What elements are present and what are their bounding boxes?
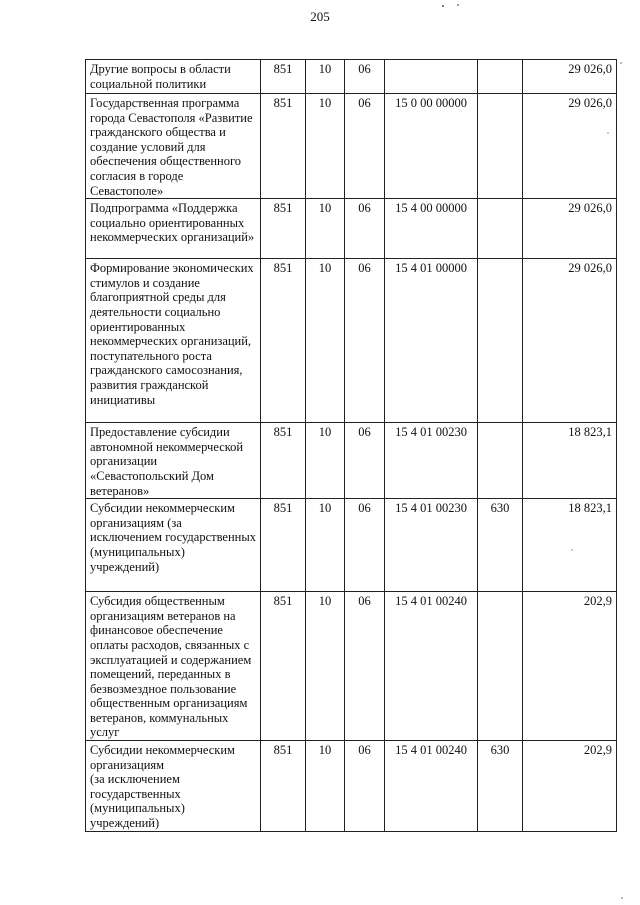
section-code-cell: 10: [306, 592, 345, 741]
amount-cell: 29 026,0: [523, 259, 617, 423]
expense-type-cell: [478, 592, 523, 741]
subsection-code-cell: 06: [345, 60, 385, 94]
target-code-cell: 15 4 01 00240: [385, 592, 478, 741]
section-code-cell: 10: [306, 94, 345, 199]
target-code-cell: 15 4 01 00230: [385, 499, 478, 592]
row-name-cell: Другие вопросы в области социальной политики: [86, 60, 261, 94]
target-code-cell: 15 4 01 00000: [385, 259, 478, 423]
page-number: 205: [310, 9, 330, 24]
subsection-code-cell: 06: [345, 499, 385, 592]
ministry-code-cell: 851: [261, 259, 306, 423]
row-name-cell: Предоставление субсидии автономной некоммерческой организации «Севастопольский Дом ветеранов»: [86, 423, 261, 499]
ministry-code-cell: 851: [261, 592, 306, 741]
table-row: [86, 423, 617, 499]
expense-type-cell: 630: [478, 499, 523, 592]
row-name-cell: Государственная программа города Севастополя «Развитие гражданского общества и создание условий для обеспечения общественного согласия в городе Севастополе»: [86, 94, 261, 199]
section-code-cell: 10: [306, 199, 345, 259]
section-code-cell: 10: [306, 259, 345, 423]
subsection-code-cell: 06: [345, 592, 385, 741]
subsection-code-cell: 06: [345, 423, 385, 499]
ministry-code-cell: 851: [261, 423, 306, 499]
section-code-cell: 10: [306, 499, 345, 592]
target-code-cell: 15 4 00 00000: [385, 199, 478, 259]
row-name-cell: Субсидии некоммерческим организациям (за исключением государственных (муниципальных) учреждений): [86, 741, 261, 832]
amount-cell: 29 026,0: [523, 199, 617, 259]
table-row: [86, 94, 617, 199]
row-name-cell: Подпрограмма «Поддержка социально ориентированных некоммерческих организаций»: [86, 199, 261, 259]
amount-cell: 202,9: [523, 741, 617, 832]
section-code-cell: 10: [306, 423, 345, 499]
target-code-cell: 15 0 00 00000: [385, 94, 478, 199]
table-row: [86, 259, 617, 423]
amount-cell: 29 026,0: [523, 94, 617, 199]
row-name-cell: Субсидии некоммерческим организациям (за исключением государственных (муниципальных) учреждений): [86, 499, 261, 592]
subsection-code-cell: 06: [345, 741, 385, 832]
expense-type-cell: 630: [478, 741, 523, 832]
section-code-cell: 10: [306, 60, 345, 94]
section-code-cell: 10: [306, 741, 345, 832]
subsection-code-cell: 06: [345, 94, 385, 199]
table-row: [86, 499, 617, 592]
target-code-cell: 15 4 01 00230: [385, 423, 478, 499]
table-row: [86, 592, 617, 741]
expense-type-cell: [478, 423, 523, 499]
target-code-cell: 15 4 01 00240: [385, 741, 478, 832]
subsection-code-cell: 06: [345, 199, 385, 259]
expense-type-cell: [478, 60, 523, 94]
expense-type-cell: [478, 94, 523, 199]
table-row: [86, 741, 617, 832]
amount-cell: 202,9: [523, 592, 617, 741]
expense-type-cell: [478, 259, 523, 423]
ministry-code-cell: 851: [261, 199, 306, 259]
subsection-code-cell: 06: [345, 259, 385, 423]
ministry-code-cell: 851: [261, 499, 306, 592]
row-name-cell: Субсидия общественным организациям ветеранов на финансовое обеспечение оплаты расходов, связанных с эксплуатацией и содержанием помещений, переданных в безвозмездное пользование общественным организациям ветеранов, коммунальных услуг: [86, 592, 261, 741]
ministry-code-cell: 851: [261, 60, 306, 94]
table-row: [86, 60, 617, 94]
target-code-cell: [385, 60, 478, 94]
row-name-cell: Формирование экономических стимулов и создание благоприятной среды для деятельности социально ориентированных некоммерческих организаций, поступательного роста гражданского самосознания, развития гражданской инициативы: [86, 259, 261, 423]
ministry-code-cell: 851: [261, 94, 306, 199]
table-row: [86, 199, 617, 259]
ministry-code-cell: 851: [261, 741, 306, 832]
amount-cell: 29 026,0: [523, 60, 617, 94]
amount-cell: 18 823,1: [523, 499, 617, 592]
expense-type-cell: [478, 199, 523, 259]
budget-table: [85, 59, 617, 832]
amount-cell: 18 823,1: [523, 423, 617, 499]
